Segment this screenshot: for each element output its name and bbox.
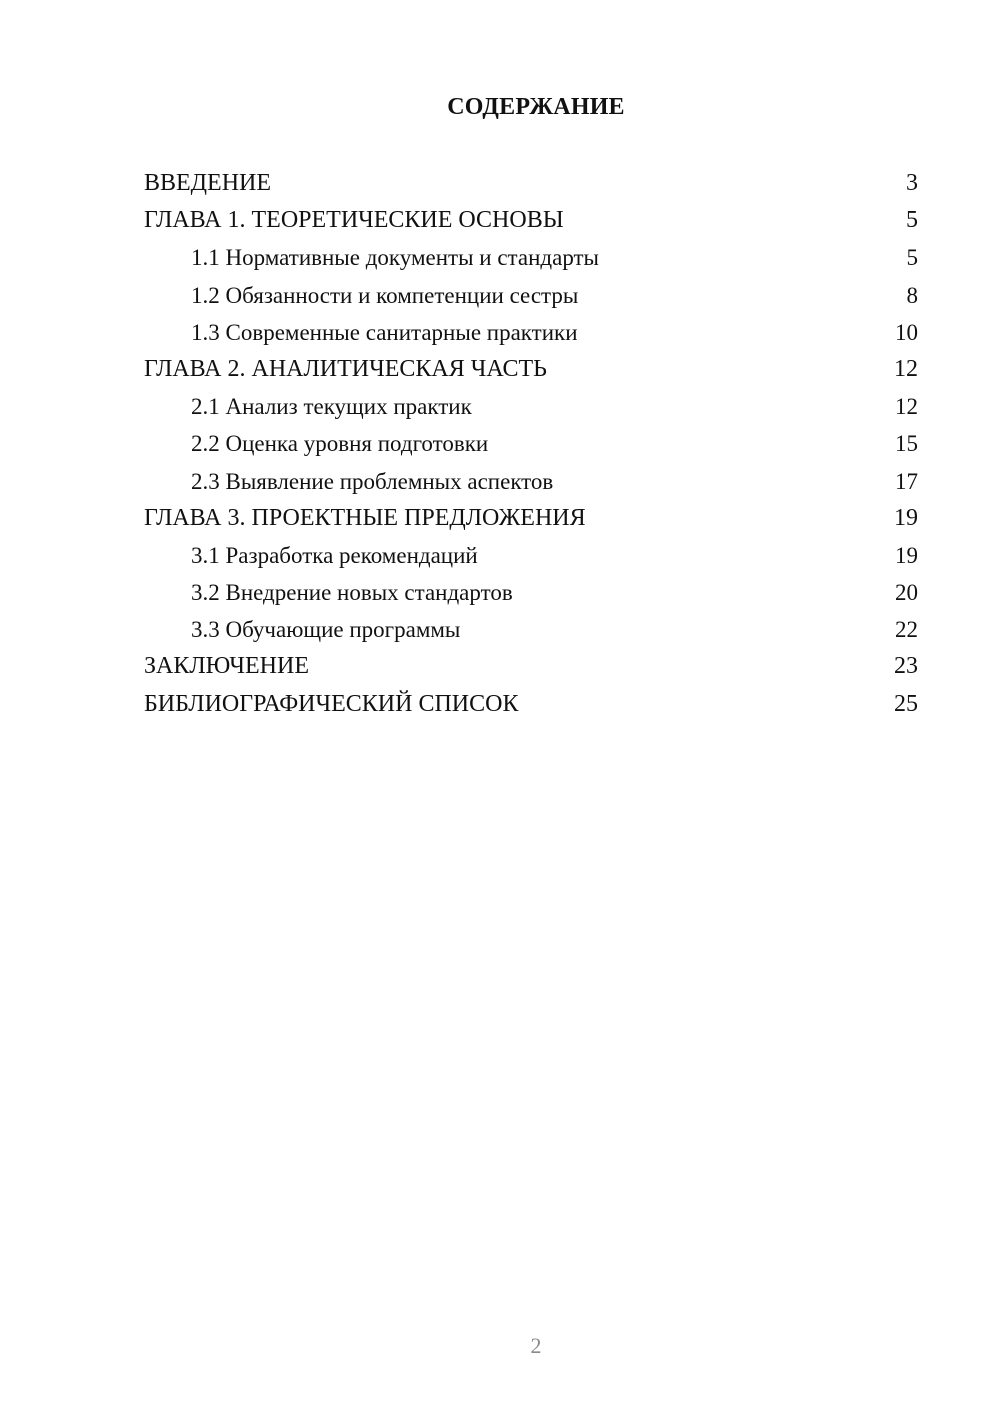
toc-entry-label: 1.1 Нормативные документы и стандарты	[191, 245, 600, 271]
toc-entry-page: 19	[895, 542, 918, 568]
toc-entry-label: ГЛАВА 1. ТЕОРЕТИЧЕСКИЕ ОСНОВЫ	[144, 207, 564, 234]
toc-entry	[144, 239, 918, 276]
table-of-contents	[144, 165, 918, 723]
toc-entry-page: 5	[906, 245, 918, 271]
toc-entry	[144, 574, 918, 611]
toc-entry-page: 17	[895, 468, 918, 494]
toc-entry-label: 2.2 Оценка уровня подготовки	[191, 431, 489, 457]
toc-entry	[144, 686, 918, 723]
toc-entry-page: 8	[906, 282, 918, 308]
toc-entry	[144, 165, 918, 202]
toc-entry	[144, 202, 918, 239]
toc-entry	[144, 648, 918, 685]
toc-entry-label: ГЛАВА 3. ПРОЕКТНЫЕ ПРЕДЛОЖЕНИЯ	[144, 504, 586, 531]
toc-entry-label: БИБЛИОГРАФИЧЕСКИЙ СПИСОК	[144, 690, 519, 717]
page-number: 2	[530, 1333, 542, 1358]
toc-entry	[144, 463, 918, 500]
toc-entry-page: 12	[894, 355, 918, 382]
toc-entry	[144, 425, 918, 462]
toc-entry-page: 22	[895, 617, 918, 643]
toc-entry-label: 2.3 Выявление проблемных аспектов	[191, 468, 554, 494]
toc-entry	[144, 537, 918, 574]
toc-entry-page: 3	[906, 170, 918, 196]
toc-entry-page: 19	[894, 504, 918, 531]
toc-entry-page: 12	[895, 394, 918, 420]
toc-entry-page: 10	[895, 319, 918, 345]
toc-entry-label: 3.3 Обучающие программы	[191, 617, 461, 643]
toc-entry-page: 20	[895, 580, 918, 606]
toc-entry-page: 23	[894, 653, 918, 680]
toc-entry-label: ЗАКЛЮЧЕНИЕ	[144, 653, 309, 680]
toc-entry-label: 3.1 Разработка рекомендаций	[191, 542, 478, 568]
toc-entry-page: 25	[894, 690, 918, 717]
toc-entry	[144, 351, 918, 388]
toc-entry-label: 1.3 Современные санитарные практики	[191, 319, 578, 345]
toc-entry-page: 15	[895, 431, 918, 457]
toc-entry	[144, 277, 918, 314]
toc-entry-page: 5	[906, 207, 918, 234]
toc-entry-label: 3.2 Внедрение новых стандартов	[191, 580, 513, 606]
toc-entry-label: ВВЕДЕНИЕ	[144, 170, 272, 196]
page-title: СОДЕРЖАНИЕ	[447, 94, 625, 120]
toc-entry-label: ГЛАВА 2. АНАЛИТИЧЕСКАЯ ЧАСТЬ	[144, 355, 547, 382]
toc-entry-label: 1.2 Обязанности и компетенции сестры	[191, 282, 579, 308]
toc-entry	[144, 388, 918, 425]
toc-entry-label: 2.1 Анализ текущих практик	[191, 394, 472, 420]
toc-entry	[144, 500, 918, 537]
toc-entry	[144, 611, 918, 648]
toc-entry	[144, 314, 918, 351]
